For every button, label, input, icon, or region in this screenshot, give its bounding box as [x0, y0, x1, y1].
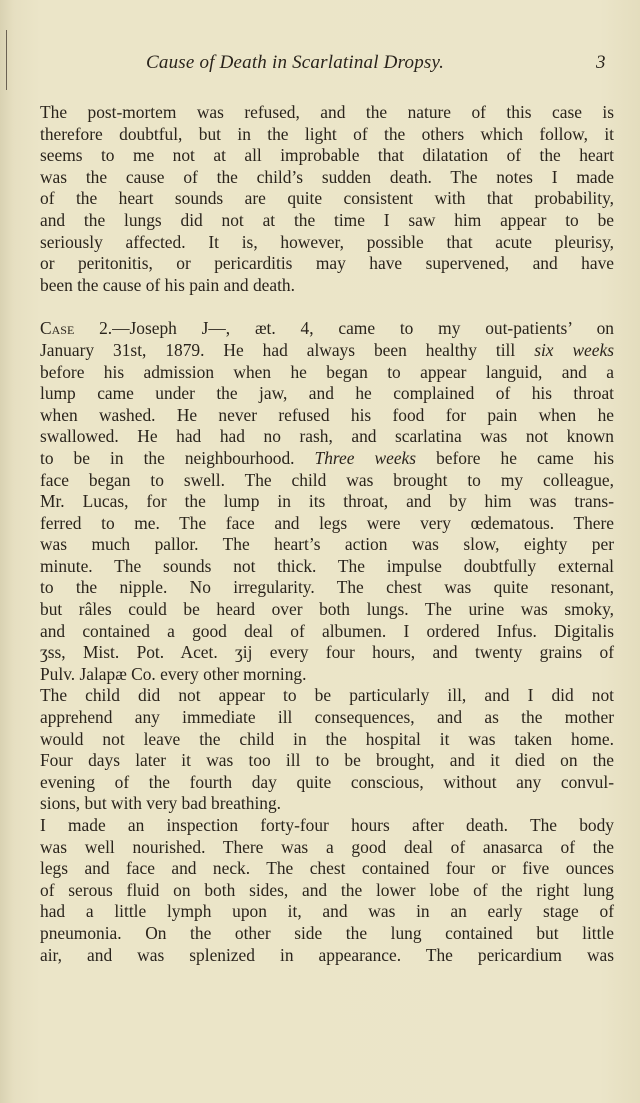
text-line: to the nipple. No irregularity. The chest was quite resonant,: [40, 577, 614, 598]
text-line: ʒss, Mist. Pot. Acet. ʒij every four hours, and twenty grains of: [40, 642, 614, 663]
paragraph-inspection: [40, 815, 614, 966]
text-line: and the lungs did not at the time I saw him appear to be: [40, 209, 614, 230]
text-line: air, and was splenized in appearance. The pericardium was: [40, 944, 614, 965]
text-line: January 31st, 1879. He had always been healthy till six weeks: [40, 339, 614, 360]
text-line: was well nourished. There was a good deal of anasarca of the: [40, 836, 614, 857]
text-line: The post-mortem was refused, and the nature of this case is: [40, 102, 614, 122]
text-line: Mr. Lucas, for the lump in its throat, and by him was trans-: [40, 491, 614, 512]
text-line: ferred to me. The face and legs were very œdematous. There: [40, 512, 614, 533]
text-line: or peritonitis, or pericarditis may have supervened, and have: [40, 253, 614, 274]
running-title: Cause of Death in Scarlatinal Dropsy.: [146, 52, 445, 73]
text-line: of serous fluid on both sides, and the lower lobe of the right lung: [40, 879, 614, 900]
text-line: seems to me not at all improbable that dilatation of the heart: [40, 145, 614, 166]
text-line: swallowed. He had had no rash, and scarlatina was not known: [40, 426, 614, 447]
text-line: therefore doubtful, but in the light of the others which follow, it: [40, 123, 614, 144]
text-line: minute. The sounds not thick. The impulse doubtfully external: [40, 555, 614, 576]
paragraph-case-2: [40, 318, 614, 685]
text-line: had a little lymph upon it, and was in an early stage of: [40, 901, 614, 922]
page-number: 3: [596, 52, 606, 73]
text-line: The child did not appear to be particularly ill, and I did not: [40, 685, 614, 706]
text-line: and contained a good deal of albumen. I ordered Infus. Digitalis: [40, 620, 614, 641]
text-line: would not leave the child in the hospital it was taken home.: [40, 728, 614, 749]
text-line: when washed. He never refused his food for pain when he: [40, 404, 614, 425]
text-line: apprehend any immediate ill consequences, and as the mother: [40, 707, 614, 728]
text-line: face began to swell. The child was brought to my colleague,: [40, 469, 614, 490]
text-line: Pulv. Jalapæ Co. every other morning.: [40, 663, 307, 684]
text-line: seriously affected. It is, however, possible that acute pleurisy,: [40, 231, 614, 252]
text-line: before his admission when he began to appear languid, and a: [40, 361, 614, 382]
text-line: was the cause of the child’s sudden death. The notes I made: [40, 166, 614, 187]
text-line: of the heart sounds are quite consistent with that probability,: [40, 188, 614, 209]
paragraph-gap: [40, 296, 614, 318]
text-line: lump came under the jaw, and he complained of his throat: [40, 383, 614, 404]
text-line: was much pallor. The heart’s action was slow, eighty per: [40, 534, 614, 555]
text-line: Case 2.—Joseph J—, æt. 4, came to my out-patients’ on: [40, 318, 614, 339]
text-line: evening of the fourth day quite conscious, without any convul-: [40, 771, 614, 792]
paragraph-postmortem: [40, 102, 614, 296]
text-line: been the cause of his pain and death.: [40, 274, 295, 295]
paragraph-outcome: [40, 685, 614, 815]
emphasis: Three weeks: [314, 447, 417, 468]
emphasis: six weeks: [534, 339, 614, 360]
text-line: Four days later it was too ill to be brought, and it died on the: [40, 750, 614, 771]
running-head: [0, 52, 640, 78]
text-line: I made an inspection forty-four hours after death. The body: [40, 815, 614, 835]
text-line: legs and face and neck. The chest contained four or five ounces: [40, 858, 614, 879]
case-label: Case: [40, 318, 75, 339]
text-line: sions, but with very bad breathing.: [40, 793, 282, 814]
body-text: [40, 102, 614, 966]
text-line: but râles could be heard over both lungs. The urine was smoky,: [40, 599, 614, 620]
text-line: to be in the neighbourhood. Three weeks before he came his: [40, 447, 614, 468]
text-line: pneumonia. On the other side the lung contained but little: [40, 922, 614, 943]
